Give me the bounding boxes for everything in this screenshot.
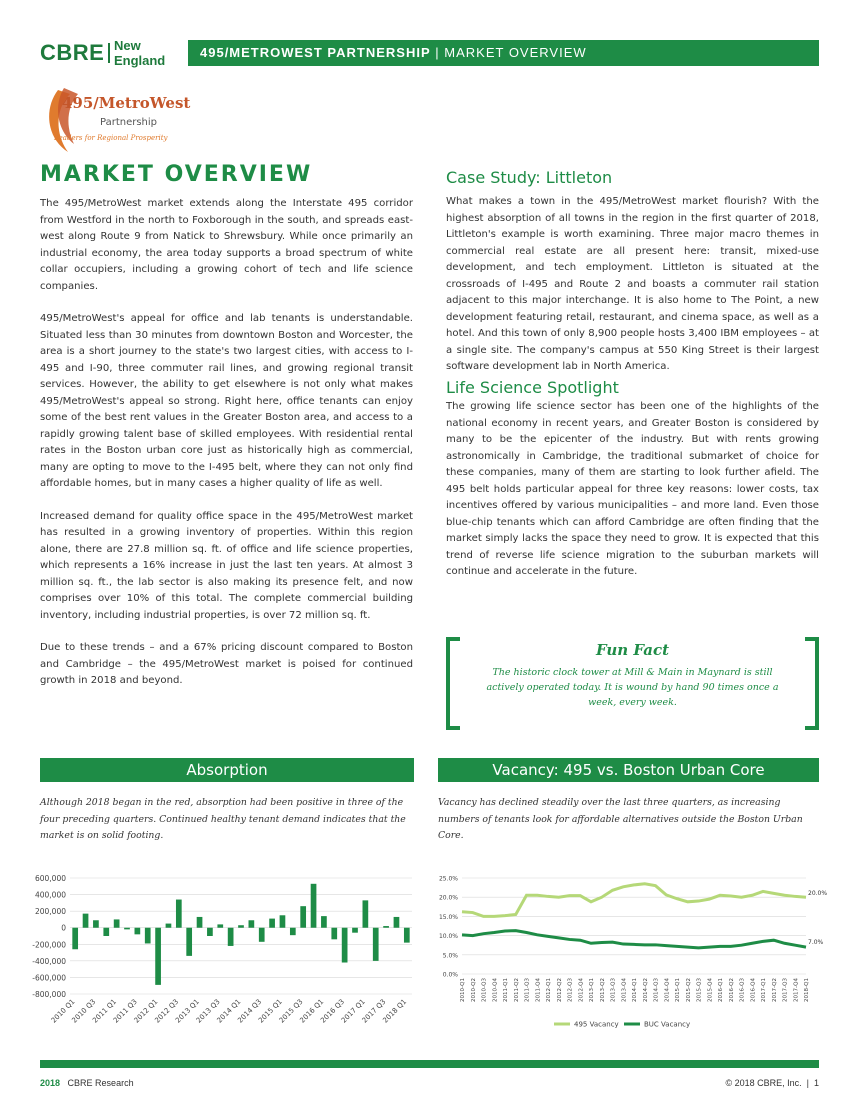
x-tick-label: 2012-Q1 [546,978,552,1003]
y-tick-label: 10.0% [438,933,458,941]
x-tick-label: 2010 Q3 [70,997,98,1025]
y-tick-label: 5.0% [442,952,458,960]
footer-left [40,1078,134,1088]
absorption-caption: Although 2018 began in the red, absorption had been positive in three of the four preceding quarters. Continued healthy tenant demand indicates that the market is on solid footing. [40,797,406,841]
y-tick-label: 20.0% [438,894,458,902]
x-tick-label: 2015 Q1 [256,997,284,1025]
fun-fact-title: Fun Fact [595,641,670,659]
x-tick-label: 2014 Q1 [215,997,243,1025]
x-tick-label: 2017-Q2 [771,978,778,1003]
x-tick-label: 2011-Q1 [503,978,509,1003]
x-tick-label: 2013 Q1 [174,997,201,1025]
bar [404,928,410,943]
x-tick-label: 2014-Q4 [664,978,671,1003]
y-tick-label: 15.0% [438,913,458,921]
bar [373,928,379,961]
y-tick-label: -800,000 [32,990,66,999]
bar [124,928,130,930]
footer-rule [40,1060,819,1068]
x-tick-label: 2013-Q3 [610,978,617,1003]
legend-label: BUC Vacancy [644,1020,691,1029]
x-tick-label: 2015-Q4 [707,978,714,1003]
x-tick-label: 2017-Q1 [761,978,767,1003]
y-tick-label: 0.0% [442,971,458,979]
x-tick-label: 2016 Q3 [319,997,347,1025]
page-number: 1 [813,1078,819,1088]
logo-main-text: CBRE [40,40,105,65]
y-tick-label: 400,000 [34,890,66,900]
bar [331,928,337,940]
bar [145,928,151,944]
bar [228,928,234,946]
right-column [446,194,819,597]
x-tick-label: 2016-Q2 [728,978,735,1003]
cbre-logo [40,40,180,66]
vacancy-chart [430,868,828,1038]
footer-year: 2018 [40,1078,61,1088]
x-tick-label: 2014 Q3 [236,997,264,1025]
bar [83,914,89,928]
bar [166,924,172,928]
bar [269,919,275,928]
x-tick-label: 2011-Q4 [535,978,542,1003]
x-tick-label: 2017 Q1 [339,997,367,1025]
fun-fact-text: The historic clock tower at Mill & Main in Maynard is still actively operated today. It is wound by hand 90 times once a week, every week. [486,667,779,708]
partner-tagline: Leaders for Regional Prosperity [54,134,168,142]
y-tick-label: 0 [61,923,66,933]
x-tick-label: 2017-Q4 [793,978,800,1003]
logo-divider [108,43,110,63]
footer-copyright: © 2018 CBRE, Inc. [725,1078,802,1088]
header-bar [188,40,819,66]
bar [352,928,358,933]
x-tick-label: 2015-Q1 [675,978,681,1003]
x-tick-label: 2016-Q3 [739,978,746,1003]
x-tick-label: 2014-Q1 [632,978,638,1003]
end-value-label: 7.0% [808,939,824,947]
x-tick-label: 2018-Q1 [804,978,810,1003]
market-overview-title: MARKET OVERVIEW [40,162,313,187]
y-tick-label: -200,000 [32,940,66,950]
market-overview-body [40,196,413,706]
x-tick-label: 2018 Q1 [381,997,409,1025]
x-tick-label: 2015 Q3 [277,997,305,1025]
x-tick-label: 2014-Q3 [653,978,660,1003]
bar [249,920,255,927]
bar [311,884,317,928]
footer-right [600,1078,819,1088]
bar [93,920,99,927]
x-tick-label: 2011-Q2 [513,978,520,1003]
x-tick-label: 2016 Q1 [298,997,326,1025]
overview-paragraph: The 495/MetroWest market extends along the Interstate 495 corridor from Westford in the north to Foxborough in the south, and spreads east-west along Route 9 from Natick to Shrewsbury. While once primarily an industrial economy, the area today supports a broad spectrum of white collar occupiers, including a growing cohort of tech and life science companies. [40,198,413,292]
bar [217,924,223,927]
bar [135,928,141,935]
x-tick-label: 2012-Q4 [578,978,585,1003]
x-tick-label: 2010-Q1 [460,978,466,1003]
absorption-section-bar: Absorption [40,758,414,782]
bar [114,919,120,927]
x-tick-label: 2013-Q4 [621,978,628,1003]
life-science-text: The growing life science sector has been one of the highlights of the national economy in recent years, and Greater Boston is considered by many to be the epicenter of the industry. But with rents growing astronomically in Cambridge, the traditional submarket of choice for these companies, many of them are starting to look further afield. The 495 belt holds particular appeal for three key reasons: lower costs, tax incentives offered by various municipalities – and more land. Even those blue-chip tenants which can afford Cambridge are often finding that the market simply lacks the space they need to grow. It is expected that this trend of reverse life science migration to the suburban markets will continue and accelerate in the future. [446,401,819,577]
x-tick-label: 2011 Q3 [111,997,139,1025]
partner-name: 495/MetroWest [62,94,191,112]
case-study-title: Case Study: Littleton [446,168,613,187]
bar [176,900,182,928]
vacancy-section-bar: Vacancy: 495 vs. Boston Urban Core [438,758,819,782]
bar [394,917,400,928]
case-study-text: What makes a town in the 495/MetroWest market flourish? With the highest absorption of all towns in the region in the first quarter of 2018, Littleton's example is worth examining. Three major macro themes in commercial real estate are all present here: transit, mixed-use development, and tech employment. Littleton is situated at the crossroads of I-495 and Route 2 and boasts a commuter rail station adjacent to this major interchange. It is also home to The Point, a new development featuring retail, restaurant, and cinema space, as well as a hotel. And this town of only 8,900 people hosts 3,400 IBM employees – at a single site. The company's campus at 550 King Street is their largest software development lab in North America. [446,196,819,372]
x-tick-label: 2017 Q3 [360,997,388,1025]
bar [207,928,213,936]
x-tick-label: 2012 Q1 [132,997,160,1025]
x-tick-label: 2015-Q2 [685,978,692,1003]
header-title: 495/METROWEST PARTNERSHIP [200,45,431,60]
series-line [462,884,806,917]
x-tick-label: 2015-Q3 [696,978,703,1003]
bar [103,928,109,936]
header-separator: | [435,45,440,60]
x-tick-label: 2010-Q4 [492,978,499,1003]
x-tick-label: 2012-Q3 [567,978,574,1003]
x-tick-label: 2011 Q1 [91,997,119,1025]
y-tick-label: 200,000 [34,907,66,917]
y-tick-label: 25.0% [438,875,458,883]
absorption-chart [20,866,420,1030]
x-tick-label: 2010-Q3 [481,978,488,1003]
footer-research: CBRE Research [67,1078,134,1088]
bar [197,917,203,928]
x-tick-label: 2017-Q3 [782,978,789,1003]
bar [72,928,78,950]
bar [259,928,265,942]
bar [280,915,286,927]
x-tick-label: 2016-Q1 [718,978,724,1003]
x-tick-label: 2011-Q3 [524,978,531,1003]
x-tick-label: 2013 Q3 [194,997,222,1025]
partner-sub: Partnership [100,117,158,128]
bar [155,928,161,985]
life-science-title: Life Science Spotlight [446,377,619,397]
overview-paragraph: Increased demand for quality office space in the 495/MetroWest market has resulted in a growing inventory of properties. Within this region alone, there are 27.8 million sq. ft. of office and life science properties, which represents a 16% increase in just the last ten years. At almost 3 million sq. ft., the lab sector is also making its presence felt, and now comprises over 10% of this total. The complete commercial building inventory, including industrial properties, is over 72 million sq. ft. [40,510,413,621]
x-tick-label: 2010 Q1 [49,997,77,1025]
series-line [462,931,806,948]
x-tick-label: 2014-Q2 [642,978,649,1003]
partnership-logo [40,80,190,165]
bar [300,906,306,928]
x-tick-label: 2010-Q2 [470,978,477,1003]
x-tick-label: 2013-Q1 [589,978,595,1003]
bar [383,926,389,928]
overview-paragraph: Due to these trends – and a 67% pricing discount compared to Boston and Cambridge – the 495/MetroWest market is poised for continued growth in 2018 and beyond. [40,642,413,686]
bar [342,928,348,963]
logo-sub-text: New England [113,38,166,68]
x-tick-label: 2012-Q2 [556,978,563,1003]
x-tick-label: 2012 Q3 [153,997,181,1025]
x-tick-label: 2013-Q2 [599,978,606,1003]
bar [363,900,369,927]
bar [186,928,192,956]
legend-label: 495 Vacancy [574,1020,619,1029]
y-tick-label: -400,000 [32,956,66,966]
bar [321,916,327,928]
vacancy-caption: Vacancy has declined steadily over the last three quarters, as increasing numbers of tenants look for affordable alternatives outside the Boston Urban Core. [438,797,803,841]
bar [238,925,244,927]
y-tick-label: -600,000 [32,973,66,983]
y-tick-label: 600,000 [34,874,66,883]
x-tick-label: 2016-Q4 [750,978,757,1003]
header-subtitle: MARKET OVERVIEW [444,45,587,60]
footer-separator: | [806,1078,809,1088]
overview-paragraph: 495/MetroWest's appeal for office and lab tenants is understandable. Situated less than 30 minutes from downtown Boston and Worcester, the area is a short journey to the state's two largest cities, with access to I-495 and I-90, three commuter rail lines, and growing regional transit services. However, the ability to get elsewhere is not only what makes 495/MetroWest's appeal so strong. Right here, office tenants can enjoy some of the best rent values in the Greater Boston area, and access to a rapidly growing talent base of skilled employees. With residential rental rates in the Boston urban core just as historically high as commercial, many are opting to move to the I-495 belt, where they can not only find affordable homes, but in many cases a higher quality of life as well. [40,313,413,489]
bar [290,928,296,935]
fun-fact-box [446,637,819,722]
end-value-label: 20.0% [808,890,828,898]
